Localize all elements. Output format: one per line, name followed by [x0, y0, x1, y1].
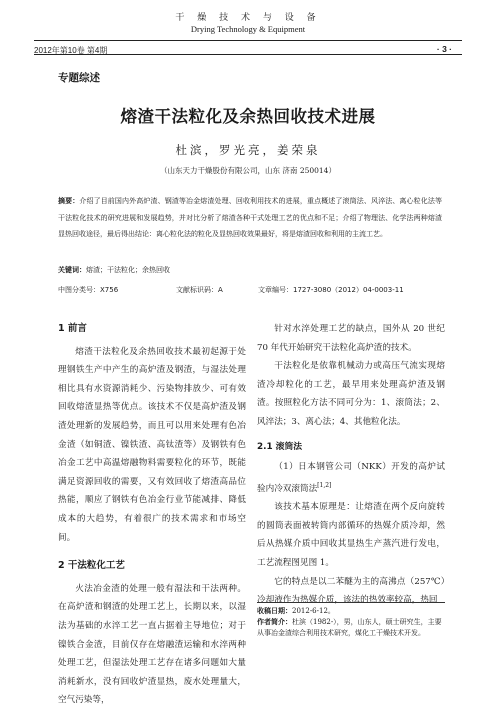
- article-authors: 杜滨，罗光亮，姜荣泉: [175, 143, 321, 157]
- keywords: [58, 265, 170, 275]
- issue-info: 2012年第10卷 第4期: [34, 46, 108, 55]
- column-right: [257, 320, 445, 610]
- journal-header: [0, 10, 496, 34]
- paragraph: 干法粒化是依靠机械动力或高压气流实现熔渣冷却粒化的工艺，最早用来处理高炉渣及钢渣。按照粒化方法不同可分为：1、滚筒法；2、风淬法；3、离心法；4、其他粒化法。: [257, 361, 445, 427]
- author-bio: 杜滨（1982-），男，山东人，硕士研究生，主要从事冶金渣综合利用技术研究，煤化工干燥技术开发。: [257, 618, 442, 637]
- author-bio-label: 作者简介：: [257, 618, 292, 626]
- subsection-item: [257, 458, 445, 498]
- document-code: 文献标识码：A: [176, 286, 223, 294]
- paragraph: 火法冶金渣的处理一般有湿法和干法两种。在高炉渣和钢渣的处理工艺上，长期以来，以湿法为基础的水淬工艺一直占据着主导地位；对于镍铁合金渣，目前仅存在熔融渣运输和水淬两种处理工艺，但湿法处理工艺存在诸多问题如大量消耗新水，没有回收炉渣显热，废水处理量大，空气污染等，: [58, 583, 246, 706]
- paragraph: 它的特点是以二苯醚为主的高沸点（257℃）冷却液作为热媒介质，该法的热效率较高，热回: [257, 576, 445, 606]
- section-heading-dry-granulation: 2 干法粒化工艺: [58, 560, 125, 572]
- paragraph: 熔渣干法粒化及余热回收技术最初起源于处理钢铁生产中产生的高炉渣及钢渣，与湿法处理相比具有水资源消耗少、污染物排放少、可有效回收熔渣显热等优点。该技术不仅是高炉渣及钢渣处理新的发展趋势，而且可以用来处理有色冶金渣（如铜渣、镍铁渣、高钛渣等）及钢铁有色冶金工艺中高温熔融物料需要粒化的环节，既能满足资源回收的需要，又有效回收了熔渣高品位热能，顺应了钢铁有色冶金行业节能减排、降低成本的大趋势，有着很广的技术需求和市场空间。: [58, 346, 246, 543]
- section-tag: 专题综述: [58, 72, 100, 84]
- journal-name-en: Drying Technology & Equipment: [190, 24, 306, 34]
- received-label: 收稿日期：: [257, 607, 292, 615]
- abstract-label: 摘要：: [58, 197, 80, 205]
- keywords-label: 关键词：: [58, 266, 86, 274]
- paragraph: 针对水淬处理工艺的缺点，国外从 20 世纪 70 年代开始研究干法粒化高炉渣的技术。: [257, 324, 445, 353]
- subsection-heading-drum-method: 2.1 滚筒法: [257, 441, 303, 452]
- section-heading-intro: 1 前言: [58, 323, 87, 334]
- abstract: [58, 193, 442, 243]
- author-affiliation: （山东天力干燥股份有限公司，山东 济南 250014）: [160, 166, 336, 175]
- keywords-text: 熔渣；干法粒化；余热回收: [86, 266, 170, 274]
- header-rule-top: [34, 40, 462, 41]
- page-number: · 3 ·: [436, 44, 452, 54]
- clc-number: 中图分类号：X756: [58, 286, 119, 294]
- received-date: 2012-6-12。: [292, 607, 335, 615]
- subsection-item-text: （1）日本钢管公司（NKK）开发的高炉试验内冷双滚筒法: [257, 462, 445, 494]
- article-number: 文章编号：1727-3080（2012）04-0003-11: [258, 286, 404, 294]
- footnote: [257, 602, 445, 639]
- article-title: 熔渣干法粒化及余热回收技术进展: [120, 107, 376, 126]
- abstract-text: 介绍了目前国内外高炉渣、钢渣等冶金熔渣处理、回收利用技术的进展，重点概述了滚筒法、风淬法、离心粒化法等干法粒化技术的研究进展和发展趋势，并对比分析了熔渣各种干式处理工艺的优点和不足；介绍了物理法、化学法两种熔渣显热回收途径，最后得出结论：离心粒化法的粒化及显热回收效果最好，将是熔渣回收和利用的主流工艺。: [58, 197, 443, 238]
- header-rule-bottom: [34, 54, 462, 55]
- column-left: [58, 320, 246, 710]
- paragraph: 该技术基本原理是：让熔渣在两个反向旋转的圆筒表面被转筒内部循环的热媒介质冷却，然后从热媒介质中回收其显热生产蒸汽进行发电，工艺流程图见图 1。: [257, 502, 445, 568]
- citation-ref: [1,2]: [317, 481, 332, 489]
- journal-name-cn: 干 燥 技 术 与 设 备: [175, 13, 321, 23]
